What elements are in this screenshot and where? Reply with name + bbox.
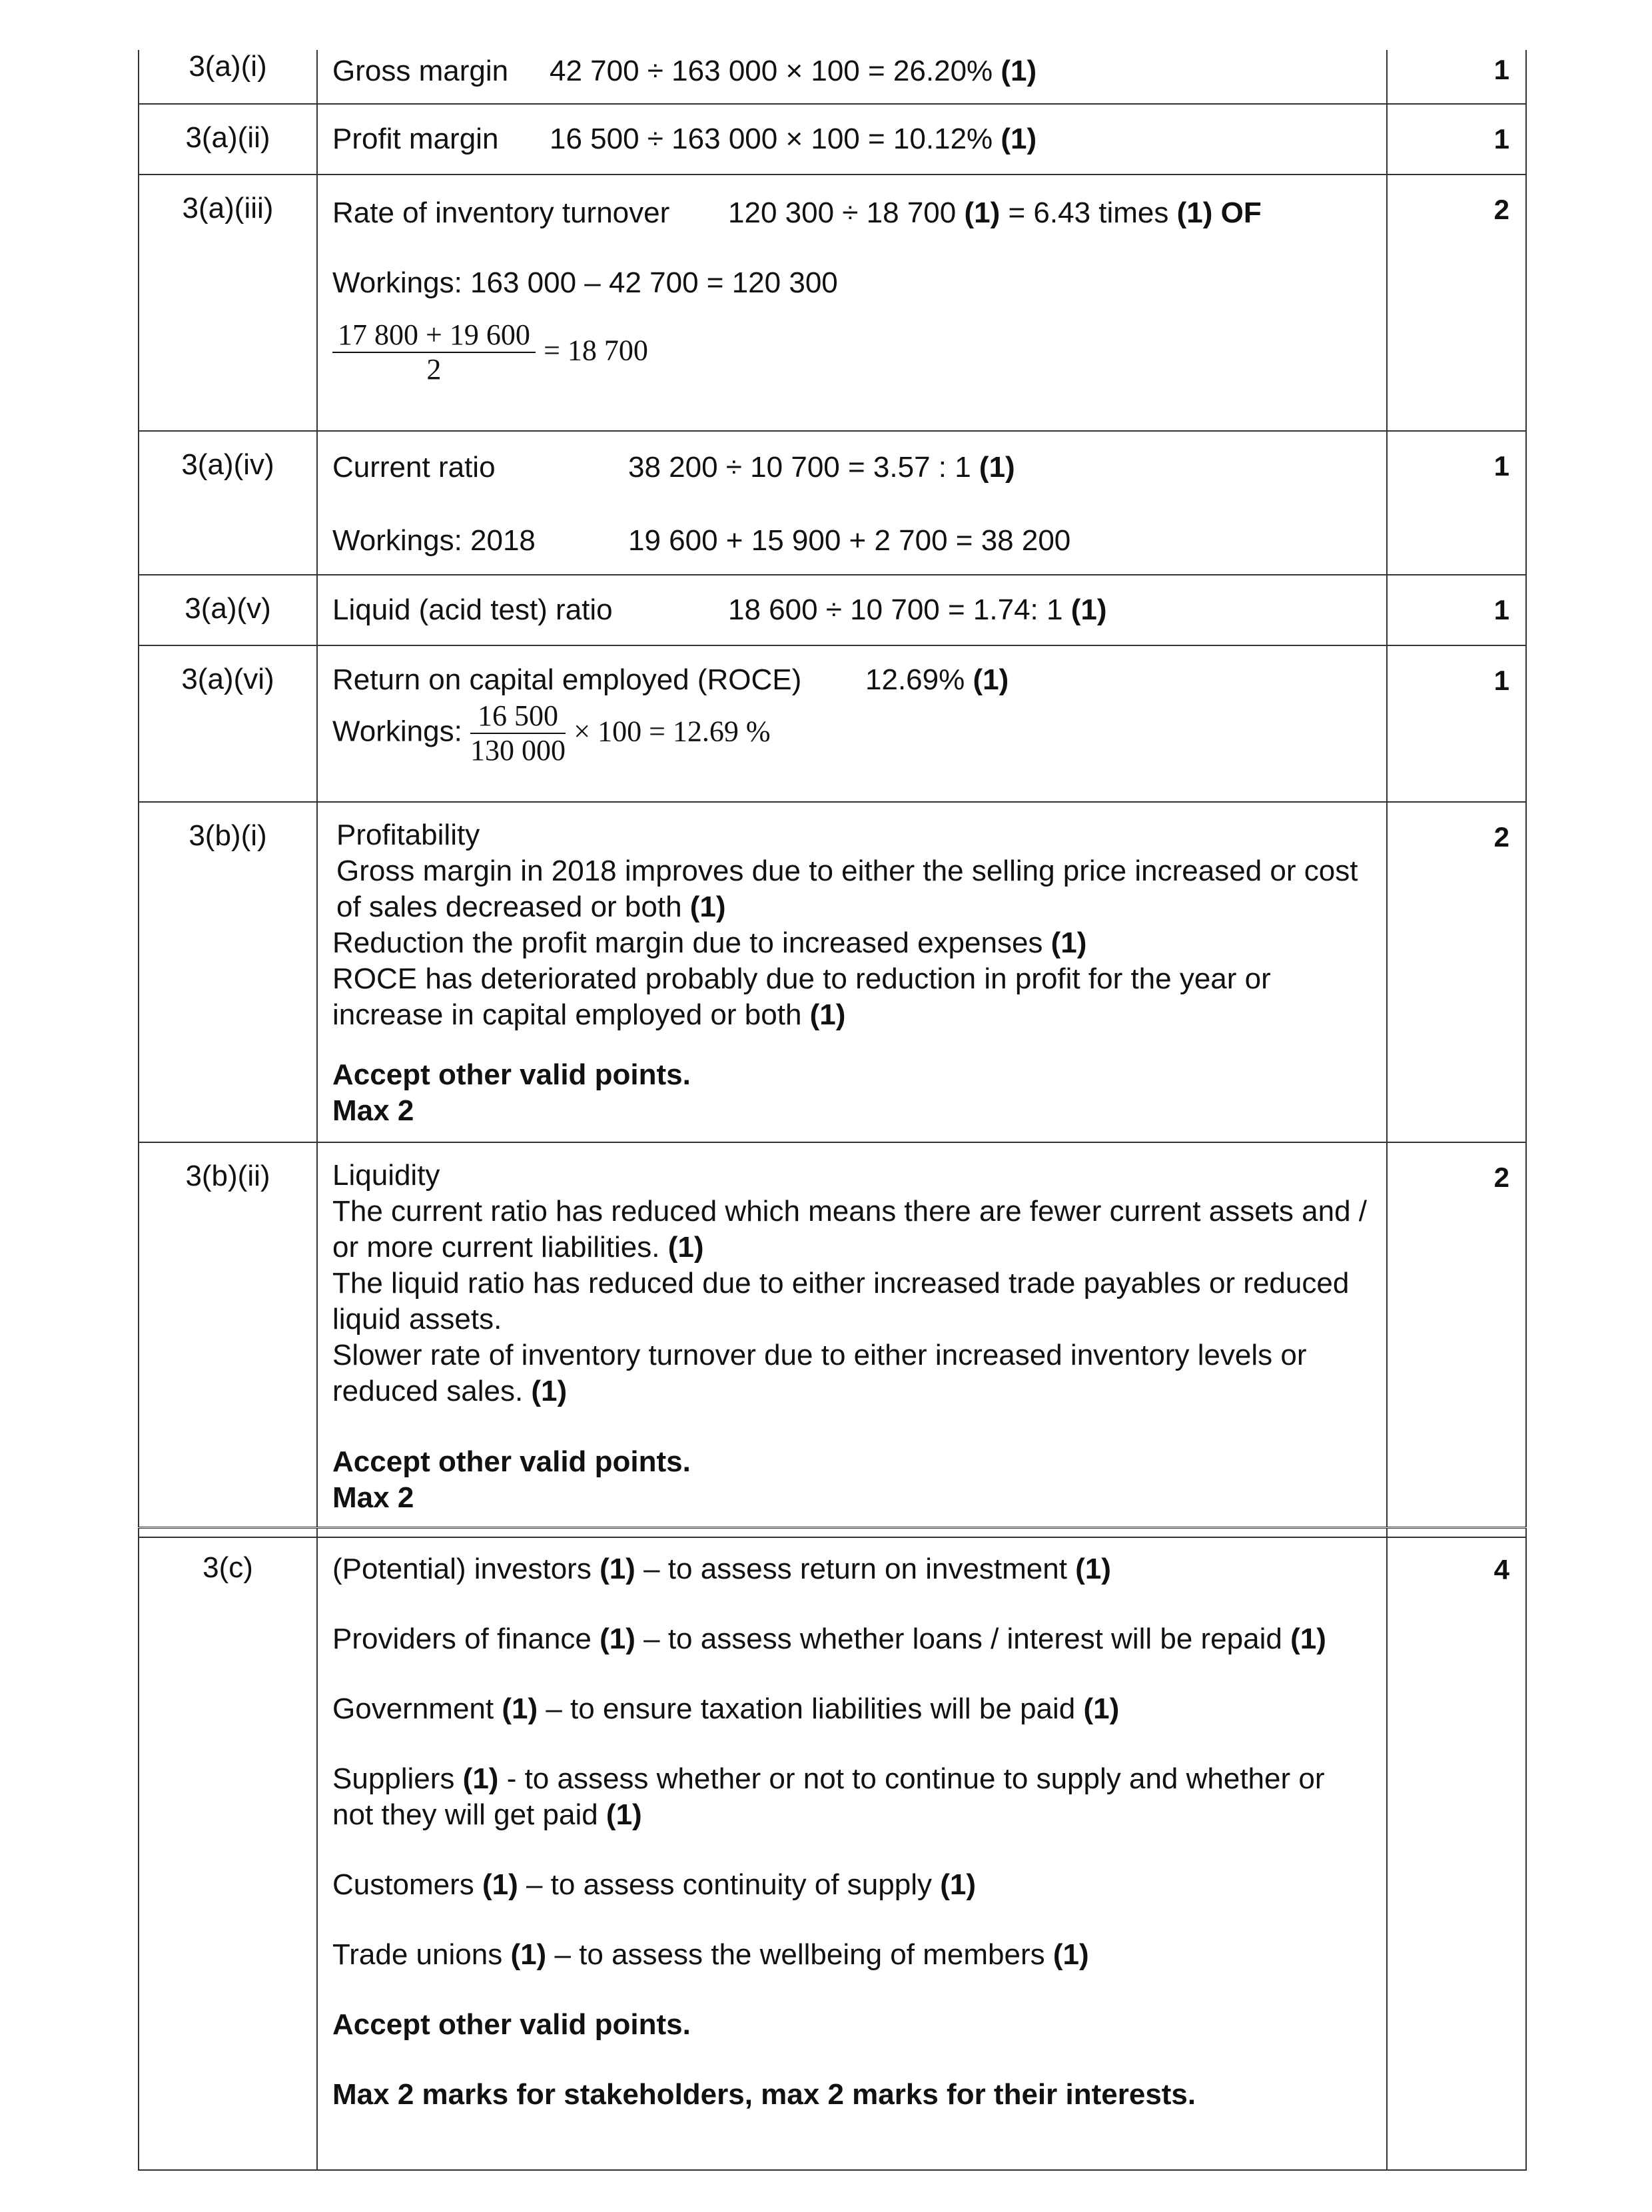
mark-tag: (1) [1001, 55, 1037, 87]
stakeholder-interest: - to assess whether or not to continue to supply and whether or not they will get paid [332, 1762, 1325, 1831]
answer-cell [317, 645, 1387, 802]
marks: 1 [1387, 431, 1526, 575]
workings-label: Workings: 2018 [332, 524, 536, 557]
question-number: 3(a)(ii) [139, 104, 317, 175]
stakeholder: Trade unions [332, 1938, 503, 1971]
fraction-workings [332, 699, 1373, 767]
mark-tag: (1) [502, 1692, 538, 1725]
stakeholder-interest: – to assess continuity of supply [526, 1868, 932, 1901]
marks: 2 [1387, 802, 1526, 1142]
section-heading: Liquidity [332, 1159, 440, 1192]
marks: 1 [1387, 104, 1526, 175]
question-number: 3(a)(i) [139, 50, 317, 104]
mark-tag: (1) [667, 1231, 704, 1264]
answer-point: ROCE has deteriorated probably due to reduction in profit for the year or increase in capital employed or both [332, 962, 1271, 1031]
mark-tag: (1) [510, 1938, 547, 1971]
stakeholder: Suppliers [332, 1762, 455, 1795]
mark-tag: (1) [1290, 1622, 1326, 1655]
answer-point: The liquid ratio has reduced due to either increased trade payables or reduced liquid assets. [332, 1267, 1350, 1335]
measure-label: Gross margin [332, 55, 509, 87]
stakeholder-interest: – to assess whether loans / interest will be repaid [643, 1622, 1282, 1655]
accept-note: Accept other valid points. [332, 1058, 691, 1091]
stakeholder-interest: – to ensure taxation liabilities will be paid [546, 1692, 1076, 1725]
mark-tag: (1) [809, 998, 846, 1031]
mark-tag: (1) [1075, 1552, 1111, 1585]
fraction-workings [332, 318, 1373, 386]
mark-tag: (1) [531, 1375, 568, 1407]
measure-label: Liquid (acid test) ratio [332, 593, 613, 626]
mark-scheme-table [138, 50, 1527, 2171]
question-number: 3(a)(iii) [139, 175, 317, 431]
question-number: 3(a)(v) [139, 575, 317, 645]
mark-tag: (1) OF [1176, 196, 1262, 229]
fraction-denominator: 2 [426, 353, 442, 386]
stakeholder: Customers [332, 1868, 474, 1901]
mark-tag: (1) [482, 1868, 518, 1901]
answer-point: Slower rate of inventory turnover due to either increased inventory levels or reduced sales. [332, 1339, 1307, 1407]
stakeholder: (Potential) investors [332, 1552, 592, 1585]
answer-cell [317, 175, 1387, 431]
table-row [139, 1537, 1526, 2170]
mark-tag: (1) [689, 891, 726, 923]
fraction-denominator: 130 000 [470, 734, 566, 767]
measure-label: Current ratio [332, 451, 496, 484]
mark-tag: (1) [979, 451, 1015, 484]
fraction-numerator: 17 800 + 19 600 [332, 318, 536, 353]
mark-tag: (1) [606, 1798, 642, 1831]
table-row [139, 1142, 1526, 1527]
calculation: 38 200 ÷ 10 700 = 3.57 : 1 [628, 451, 971, 484]
calculation: 18 600 ÷ 10 700 = 1.74: 1 [728, 593, 1063, 626]
max-note: Max 2 marks for stakeholders, max 2 marks for their interests. [332, 2077, 1196, 2111]
stakeholder-interest: – to assess return on investment [643, 1552, 1067, 1585]
fraction [332, 318, 536, 386]
answer-point: Gross margin in 2018 improves due to either the selling price increased or cost of sales decreased or both [336, 855, 1358, 923]
mark-tag: (1) [600, 1622, 635, 1655]
answer-cell [317, 104, 1387, 175]
table-separator [139, 1527, 1526, 1537]
marks: 1 [1387, 645, 1526, 802]
measure-label: Rate of inventory turnover [332, 196, 670, 229]
workings-calculation: 19 600 + 15 900 + 2 700 = 38 200 [628, 524, 1071, 557]
mark-tag: (1) [1083, 1692, 1120, 1725]
mark-tag: (1) [462, 1762, 499, 1795]
table-row [139, 575, 1526, 645]
calculation: 42 700 ÷ 163 000 × 100 = 26.20% [550, 55, 993, 87]
marks: 2 [1387, 175, 1526, 431]
question-number: 3(a)(iv) [139, 431, 317, 575]
question-number: 3(b)(i) [139, 802, 317, 1142]
answer-cell [317, 1537, 1387, 2170]
measure-label: Return on capital employed (ROCE) [332, 663, 802, 696]
section-heading: Profitability [336, 819, 480, 851]
stakeholder: Providers of finance [332, 1622, 592, 1655]
mark-tag: (1) [600, 1552, 635, 1585]
mark-tag: (1) [1052, 1938, 1089, 1971]
table-row [139, 802, 1526, 1142]
marks: 1 [1387, 575, 1526, 645]
marks: 4 [1387, 1537, 1526, 2170]
fraction-numerator: 16 500 [470, 699, 566, 734]
accept-note: Accept other valid points. [332, 1445, 691, 1478]
stakeholder: Government [332, 1692, 494, 1725]
answer-cell [317, 431, 1387, 575]
max-note: Max 2 [332, 1094, 414, 1127]
workings-label: Workings: [332, 715, 462, 748]
question-number: 3(b)(ii) [139, 1142, 317, 1527]
mark-tag: (1) [1001, 123, 1037, 155]
fraction-result: × 100 = 12.69 % [574, 715, 771, 748]
workings: Workings: 163 000 – 42 700 = 120 300 [332, 266, 838, 299]
measure-label: Profit margin [332, 123, 499, 155]
fraction [470, 699, 566, 767]
marks: 1 [1387, 50, 1526, 104]
answer-cell [317, 575, 1387, 645]
calculation: 12.69% [865, 663, 965, 696]
mark-tag: (1) [1070, 593, 1107, 626]
table-row [139, 645, 1526, 802]
fraction-result: = 18 700 [544, 334, 648, 367]
question-number: 3(c) [139, 1537, 317, 2170]
answer-point: Reduction the profit margin due to increased expenses [332, 926, 1043, 959]
answer-cell [317, 1142, 1387, 1527]
mark-tag: (1) [1050, 926, 1087, 959]
table-row [139, 50, 1526, 104]
mark-tag: (1) [964, 196, 1001, 229]
stakeholder-interest: – to assess the wellbeing of members [554, 1938, 1045, 1971]
table-row [139, 175, 1526, 431]
answer-point: The current ratio has reduced which means there are fewer current assets and / or more current liabilities. [332, 1195, 1367, 1264]
answer-cell [317, 50, 1387, 104]
mark-tag: (1) [973, 663, 1009, 696]
question-number: 3(a)(vi) [139, 645, 317, 802]
calculation: 16 500 ÷ 163 000 × 100 = 10.12% [550, 123, 993, 155]
max-note: Max 2 [332, 1481, 414, 1514]
table-row [139, 431, 1526, 575]
calculation: 120 300 ÷ 18 700 [728, 196, 957, 229]
accept-note: Accept other valid points. [332, 2008, 691, 2041]
calculation-result: = 6.43 times [1008, 196, 1169, 229]
mark-tag: (1) [940, 1868, 976, 1901]
marks: 2 [1387, 1142, 1526, 1527]
table-row [139, 104, 1526, 175]
answer-cell [317, 802, 1387, 1142]
